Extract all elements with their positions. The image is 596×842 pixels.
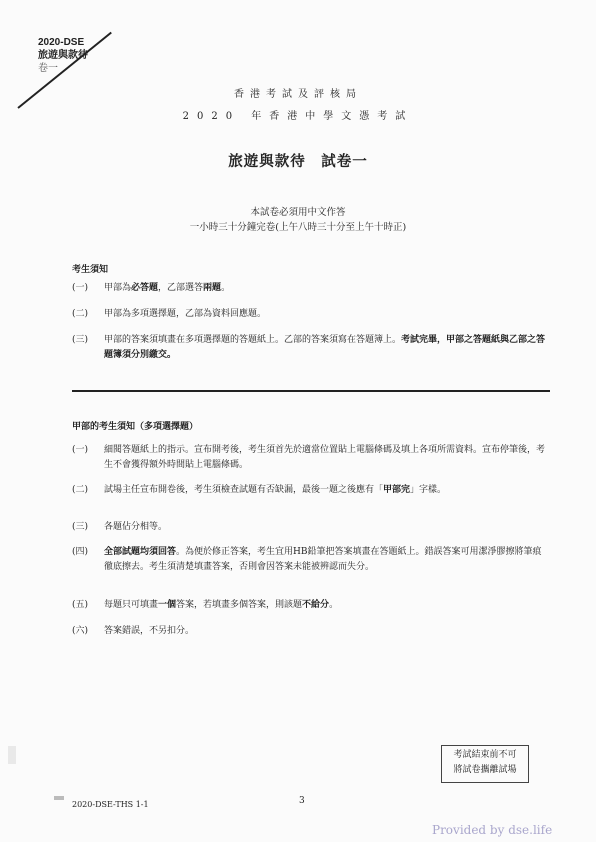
item-number: (二) bbox=[72, 309, 89, 319]
section-divider bbox=[72, 390, 550, 392]
item-number: (三) bbox=[72, 522, 89, 532]
item-text bbox=[104, 281, 550, 296]
collection-notice-stamp bbox=[441, 745, 529, 783]
item-text bbox=[104, 483, 550, 498]
section-a-heading: 甲部的考生須知（多項選擇題） bbox=[72, 422, 199, 432]
stamp-line-1: 考試結束前不可 bbox=[453, 750, 517, 760]
language-note: 本試卷必須用中文作答 bbox=[250, 207, 346, 218]
item-number: (四) bbox=[72, 547, 89, 557]
text-run: 每題只可填畫 bbox=[104, 600, 159, 610]
text-run: 試場主任宣布開卷後，考生須檢查試題有否缺漏，最後一題之後應有「 bbox=[104, 485, 384, 495]
paper-title: 旅遊與款待 試卷一 bbox=[228, 153, 368, 170]
instruction-item-3 bbox=[72, 333, 550, 363]
item-number: (三) bbox=[72, 335, 89, 345]
text-run: 甲部為 bbox=[104, 283, 132, 293]
section-a-item-4 bbox=[72, 545, 550, 575]
corner-subject: 旅遊與款待 bbox=[38, 50, 88, 61]
corner-code: 2020-DSE bbox=[38, 37, 85, 48]
item-number: (六) bbox=[72, 626, 89, 636]
item-text bbox=[104, 520, 550, 535]
exam-name: 2020 年香港中學文憑考試 bbox=[182, 111, 414, 122]
authority-name: 香港考試及評核局 bbox=[234, 89, 362, 100]
emphasis-text: 一個 bbox=[158, 600, 177, 610]
corner-paper: 卷一 bbox=[38, 63, 58, 74]
emphasis-text: 考試完畢，甲部之答題紙與乙部之答題簿須分別繳交。 bbox=[104, 335, 546, 360]
text-run: 甲部為多項選擇題，乙部為資料回應題。 bbox=[104, 309, 267, 319]
item-text bbox=[104, 307, 550, 322]
scan-mark bbox=[54, 796, 64, 800]
instruction-item-2 bbox=[72, 307, 550, 322]
item-text bbox=[104, 333, 550, 363]
source-watermark[interactable]: Provided by dse.life bbox=[432, 823, 553, 837]
text-run: 。 bbox=[329, 600, 339, 610]
item-number: (一) bbox=[72, 445, 89, 455]
emphasis-text: 不給分 bbox=[302, 600, 330, 610]
stamp-line-2: 將試卷攜離試場 bbox=[453, 765, 517, 775]
duration-note: 一小時三十分鐘完卷(上午八時三十分至上午十時正) bbox=[189, 222, 407, 233]
section-a-item-5 bbox=[72, 598, 550, 613]
text-run: 細閱答題紙上的指示。宣布開考後，考生須首先於適當位置貼上電腦條碼及填上各項所需資料。宣布停筆後，考生不會獲得額外時間貼上電腦條碼。 bbox=[104, 445, 546, 470]
instructions-heading: 考生須知 bbox=[72, 265, 109, 275]
item-text bbox=[104, 545, 550, 575]
item-text bbox=[104, 598, 550, 613]
text-run: 各題佔分相等。 bbox=[104, 522, 168, 532]
text-run: ，乙部選答 bbox=[158, 283, 204, 293]
section-a-item-1 bbox=[72, 443, 550, 473]
text-run: 。為便於修正答案，考生宜用HB鉛筆把答案填畫在答題紙上。錯誤答案可用潔淨膠擦將筆痕徹底擦去。考生須清楚填畫答案，否則會因答案未能被辨認而失分。 bbox=[104, 547, 542, 572]
emphasis-text: 兩題 bbox=[203, 283, 222, 293]
section-a-item-6 bbox=[72, 624, 550, 639]
item-number: (一) bbox=[72, 283, 89, 293]
text-run: 答案，若填畫多個答案，則該題 bbox=[176, 600, 303, 610]
page-number: 3 bbox=[299, 796, 305, 806]
emphasis-text: 必答題 bbox=[131, 283, 159, 293]
section-a-item-2 bbox=[72, 483, 550, 498]
item-number: (五) bbox=[72, 600, 89, 610]
item-number: (二) bbox=[72, 485, 89, 495]
text-run: 甲部的答案須填畫在多項選擇題的答題紙上。乙部的答案須寫在答題簿上。 bbox=[104, 335, 402, 345]
section-a-item-3 bbox=[72, 520, 550, 535]
text-run: 。 bbox=[221, 283, 231, 293]
paper-code: 2020-DSE-THS 1-1 bbox=[72, 800, 149, 809]
text-run: 答案錯誤，不另扣分。 bbox=[104, 626, 195, 636]
item-text bbox=[104, 443, 550, 473]
scan-smudge bbox=[8, 746, 16, 764]
emphasis-text: 全部試題均須回答 bbox=[104, 547, 177, 557]
text-run: 」字樣。 bbox=[410, 485, 447, 495]
emphasis-text: 甲部完 bbox=[383, 485, 411, 495]
item-text bbox=[104, 624, 550, 639]
instruction-item-1 bbox=[72, 281, 550, 296]
